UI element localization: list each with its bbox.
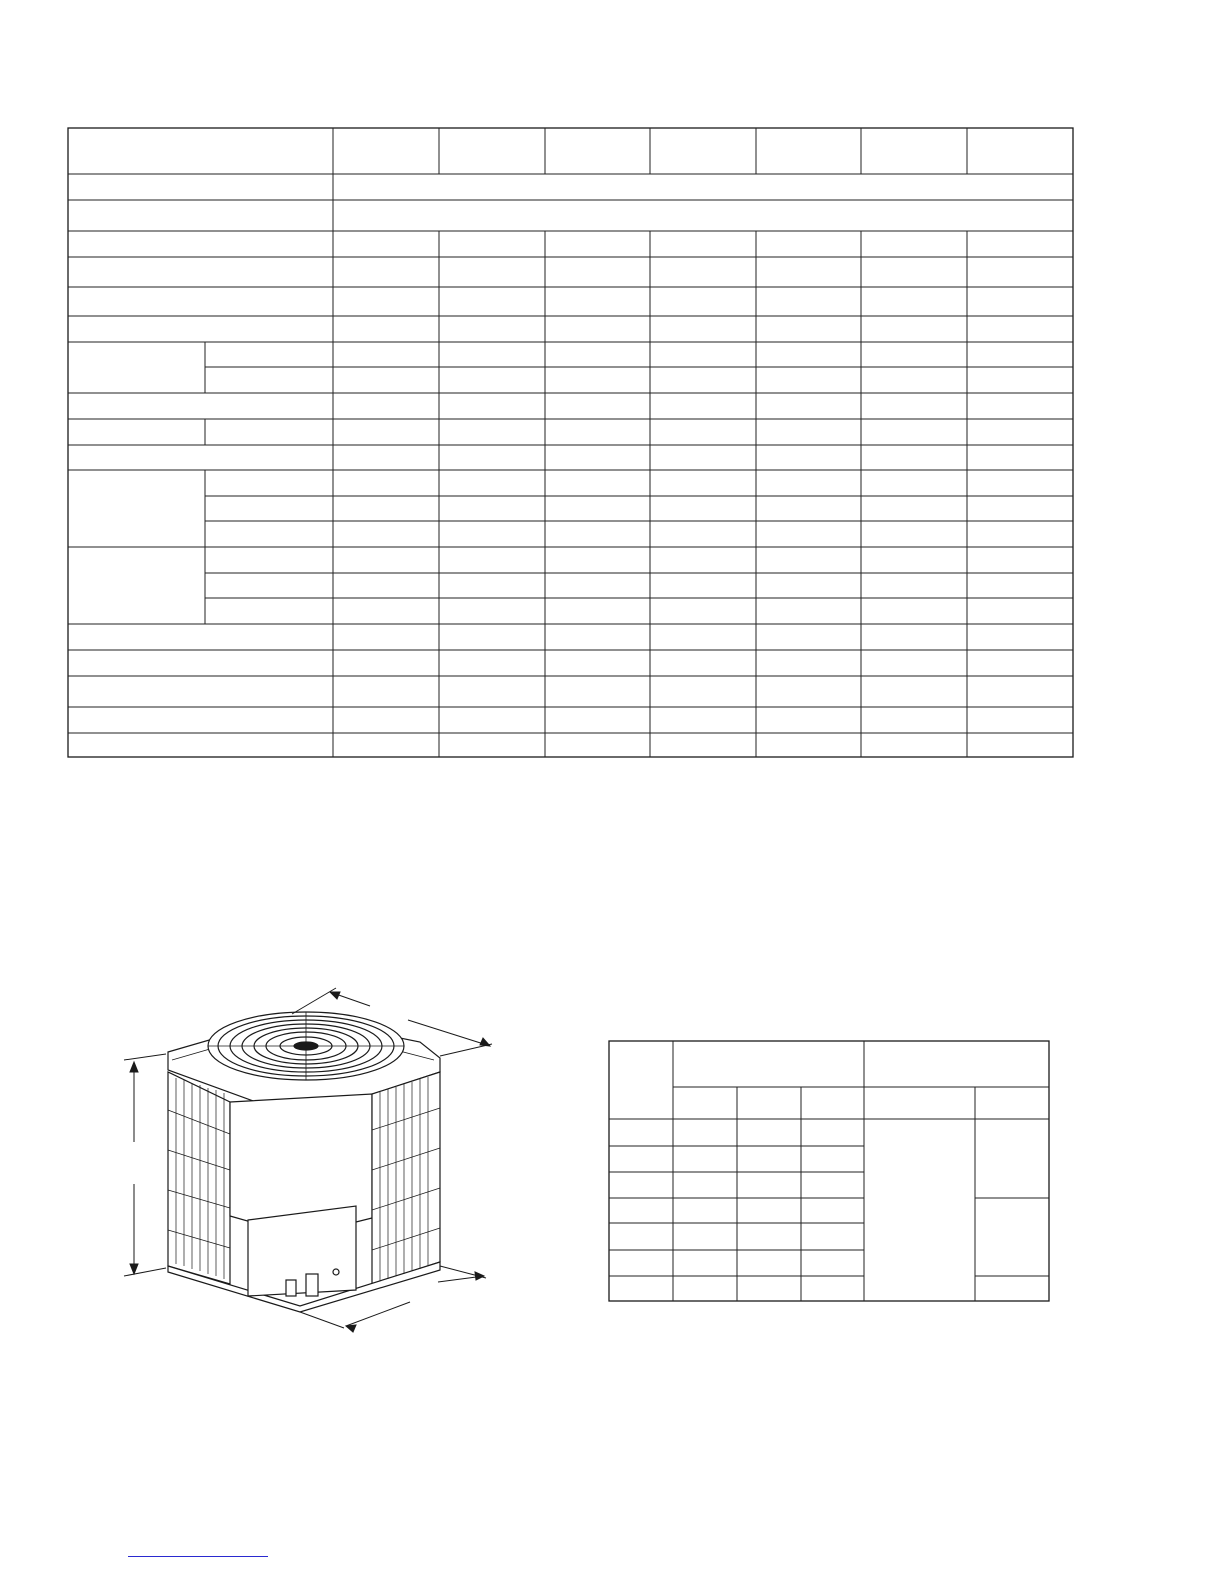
unit-right-coil-face [372,1072,440,1284]
dimension-table [609,1041,1049,1301]
dimension-table-border [609,1041,1049,1301]
condensing-unit-illustration [124,988,492,1332]
spec-table-column-rules [439,128,967,757]
spec-table-border [68,128,1073,757]
spec-table [68,128,1073,757]
footer-rule [128,1556,268,1557]
spec-table-row-rules [68,174,1073,733]
unit-left-coil-face [168,1072,230,1284]
fan-guard-icon [208,1012,404,1080]
